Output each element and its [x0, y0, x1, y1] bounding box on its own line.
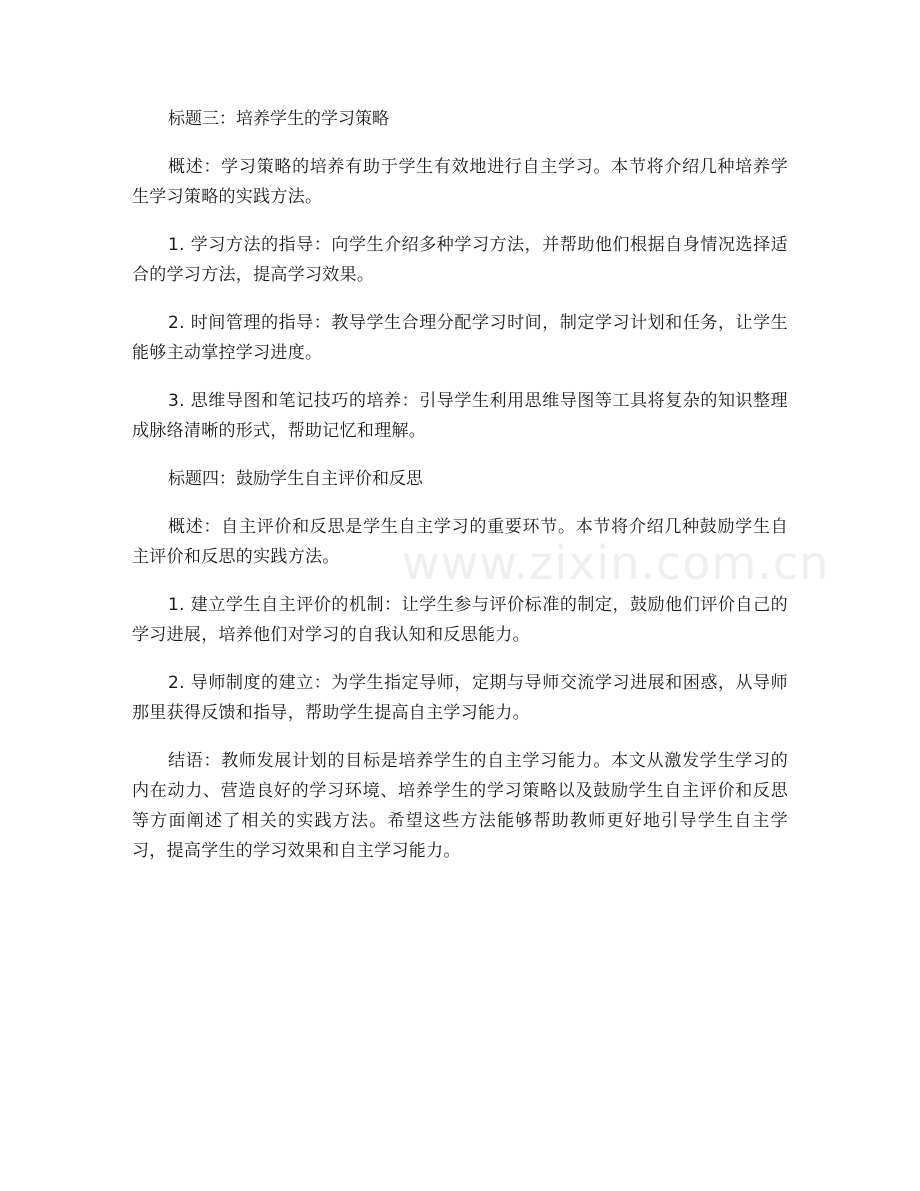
section-heading-4: 标题四：鼓励学生自主评价和反思 [168, 469, 423, 489]
section-4-overview: 概述：自主评价和反思是学生自主学习的重要环节。本节将介绍几种鼓励学生自主评价和反思的实践方法。 [132, 517, 788, 567]
watermark-text: www.zixin.com.cn [402, 536, 830, 590]
section-4-item-2: 2. 导师制度的建立：为学生指定导师，定期与导师交流学习进展和困惑，从导师那里获得反馈和指导，帮助学生提高自主学习能力。 [132, 673, 788, 723]
section-3-item-3: 3. 思维导图和笔记技巧的培养：引导学生利用思维导图等工具将复杂的知识整理成脉络清晰的形式，帮助记忆和理解。 [132, 391, 788, 441]
section-heading-3: 标题三：培养学生的学习策略 [168, 109, 389, 129]
document-body [132, 104, 788, 884]
section-3-item-2: 2. 时间管理的指导：教导学生合理分配学习时间，制定学习计划和任务，让学生能够主动掌控学习进度。 [132, 313, 788, 363]
section-3-item-1: 1. 学习方法的指导：向学生介绍多种学习方法，并帮助他们根据自身情况选择适合的学习方法，提高学习效果。 [132, 235, 788, 285]
conclusion-paragraph: 结语：教师发展计划的目标是培养学生的自主学习能力。本文从激发学生学习的内在动力、营造良好的学习环境、培养学生的学习策略以及鼓励学生自主评价和反思等方面阐述了相关的实践方法。希望这些方法能够帮助教师更好地引导学生自主学习，提高学生的学习效果和自主学习能力。 [132, 751, 788, 861]
section-3-overview: 概述：学习策略的培养有助于学生有效地进行自主学习。本节将介绍几种培养学生学习策略的实践方法。 [132, 157, 788, 207]
section-4-item-1: 1. 建立学生自主评价的机制：让学生参与评价标准的制定，鼓励他们评价自己的学习进展，培养他们对学习的自我认知和反思能力。 [132, 595, 788, 645]
